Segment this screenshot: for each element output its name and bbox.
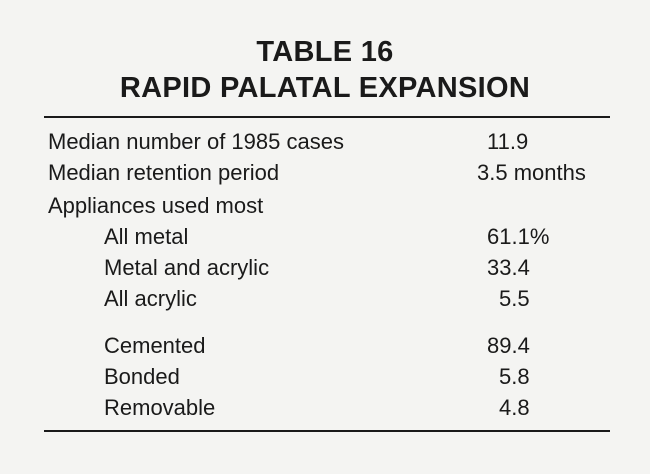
row-value: 3.5 months [477,160,586,185]
table-row [44,158,610,188]
row-label: Bonded [104,364,180,389]
row-label: All metal [104,224,189,249]
table-number: TABLE 16 [256,36,394,68]
row-value: 5.5 [499,286,530,311]
row-value: 5.8 [499,364,530,389]
row-label: Appliances used most [48,193,264,218]
row-label: All acrylic [104,286,197,311]
row-value: 33.4 [487,255,530,280]
table-row [44,331,610,361]
row-value: 4.8 [499,395,530,420]
table-row [44,362,610,392]
top-rule [44,116,610,118]
row-label: Metal and acrylic [104,255,270,280]
row-label: Median number of 1985 cases [48,129,344,154]
row-label: Median retention period [48,160,280,185]
table-row [44,393,610,423]
row-value: 11.9 [487,129,529,154]
bottom-rule [44,430,610,432]
table-row [44,191,610,221]
row-label: Cemented [104,333,206,358]
table-row [44,127,610,157]
row-value: 89.4 [487,333,530,358]
table-row [44,284,610,314]
row-label: Removable [104,395,216,420]
table-row [44,222,610,252]
table-row [44,253,610,283]
row-value: 61.1% [487,224,550,249]
table-title: RAPID PALATAL EXPANSION [119,72,531,104]
